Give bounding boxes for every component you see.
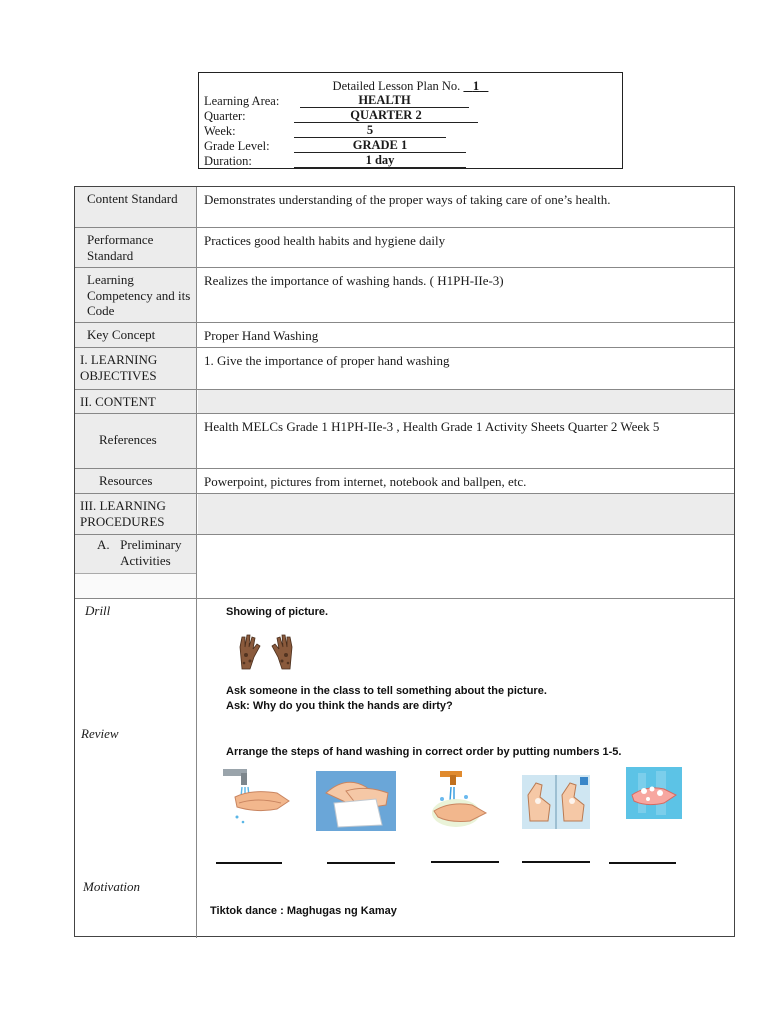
learning-competency-row [75, 268, 734, 323]
key-concept-value: Proper Hand Washing [204, 328, 319, 343]
activities-label-cell [75, 599, 197, 938]
tiktok-dance-text: Tiktok dance : Maghugas ng Kamay [210, 905, 397, 917]
arrange-steps-text: Arrange the steps of hand washing in correct order by putting numbers 1-5. [226, 746, 622, 758]
answer-blank-1[interactable] [216, 862, 282, 864]
grade-value: GRADE 1 [294, 139, 466, 153]
lesson-plan-header [198, 72, 623, 169]
quarter-row: Quarter: [204, 109, 246, 123]
rinse-hands-step [221, 767, 293, 829]
references-row [75, 414, 734, 469]
preliminary-sub-cell [75, 574, 196, 598]
learning-competency-label: Learning Competency and its Code [75, 268, 197, 322]
duration-row: Duration: [204, 154, 252, 168]
lesson-plan-table [74, 186, 735, 937]
procedures-value [198, 494, 734, 534]
resources-row [75, 469, 734, 494]
performance-standard-label: Performance Standard [75, 228, 197, 267]
procedures-label: III. LEARNING PROCEDURES [75, 494, 197, 534]
learning-area-value: HEALTH [300, 94, 469, 108]
preliminary-value [198, 535, 734, 598]
resources-value: Powerpoint, pictures from internet, notebook and ballpen, etc. [204, 474, 527, 489]
ask-why-text: Ask: Why do you think the hands are dirty? [226, 700, 453, 712]
performance-standard-value: Practices good health habits and hygiene daily [204, 233, 446, 248]
references-value: Health MELCs Grade 1 H1PH-IIe-3 , Health Grade 1 Activity Sheets Quarter 2 Week 5 [204, 419, 660, 434]
preliminary-label: A. Preliminary Activities [75, 535, 196, 574]
content-standard-row [75, 187, 734, 228]
content-standard-label: Content Standard [75, 187, 197, 227]
answer-blank-5[interactable] [609, 862, 676, 864]
answer-blank-2[interactable] [327, 862, 395, 864]
performance-standard-row [75, 228, 734, 268]
dirty-hands-picture [236, 633, 296, 673]
content-standard-value: Demonstrates understanding of the proper ways of taking care of one’s health. [204, 192, 611, 207]
quarter-value: QUARTER 2 [294, 109, 478, 123]
activities-content-cell [198, 599, 734, 938]
dry-hands-step [316, 771, 396, 831]
showing-picture-text: Showing of picture. [226, 606, 329, 618]
wet-hands-step [428, 769, 494, 831]
motivation-label: Motivation [83, 879, 141, 894]
key-concept-row [75, 323, 734, 348]
answer-blank-3[interactable] [431, 861, 499, 863]
drill-label: Drill [85, 603, 111, 618]
objectives-value: 1. Give the importance of proper hand washing [204, 353, 450, 368]
preliminary-row [75, 535, 734, 599]
duration-value: 1 day [294, 154, 466, 168]
week-row: Week: [204, 124, 236, 138]
header-title: Detailed Lesson Plan No. 1 [199, 79, 622, 94]
plan-number: 1 [472, 79, 480, 93]
objectives-label: I. LEARNING OBJECTIVES [75, 348, 197, 389]
answer-blank-4[interactable] [522, 861, 590, 863]
grade-row: Grade Level: [204, 139, 270, 153]
content-label: II. CONTENT [75, 390, 197, 413]
content-value [198, 390, 734, 413]
week-value: 5 [294, 124, 446, 138]
preliminary-label-cell [75, 535, 197, 598]
references-label: References [75, 414, 197, 468]
learning-competency-value: Realizes the importance of washing hands. ( H1PH-IIe-3) [204, 273, 504, 288]
learning-area-row: Learning Area: [204, 94, 280, 108]
content-row [75, 390, 734, 414]
key-concept-label: Key Concept [75, 323, 197, 347]
procedures-row [75, 494, 734, 535]
soap-hands-step [626, 767, 682, 819]
review-label: Review [81, 726, 119, 741]
activities-row [75, 599, 734, 938]
resources-label: Resources [75, 469, 197, 493]
scrub-hands-step [522, 775, 590, 829]
ask-someone-text: Ask someone in the class to tell something about the picture. [226, 685, 547, 697]
objectives-row [75, 348, 734, 390]
